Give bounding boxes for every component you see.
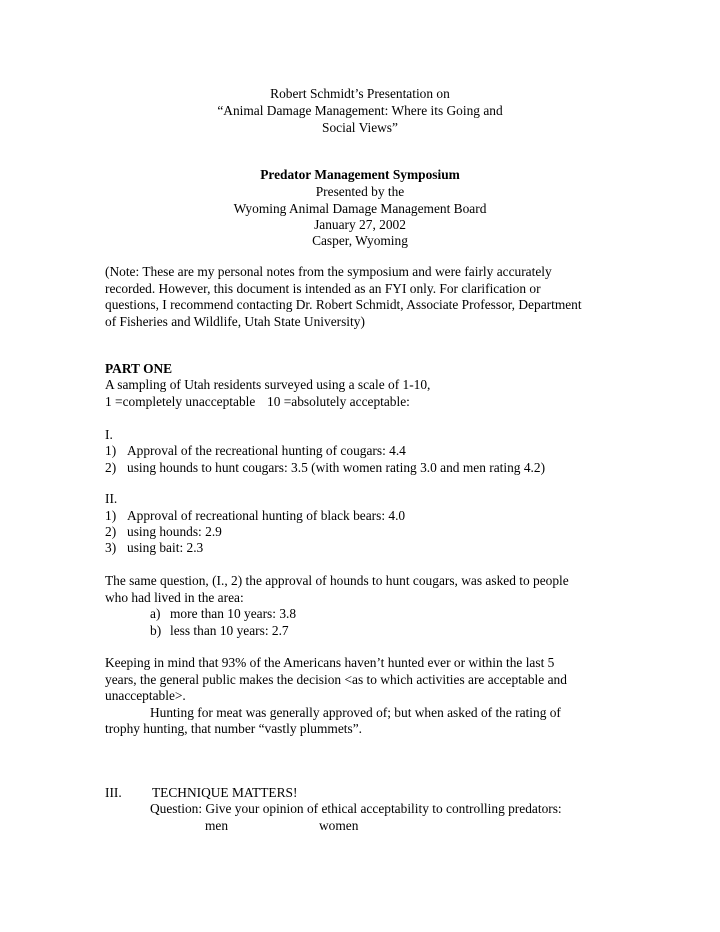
list-item <box>105 508 405 525</box>
list-item-number: 2) <box>105 460 117 475</box>
keeping-line-2: years, the general public makes the decision <as to which activities are acceptable and <box>105 672 567 687</box>
note-line-1: (Note: These are my personal notes from the symposium and were fairly accurately <box>105 264 552 279</box>
section-3-question: Question: Give your opinion of ethical acceptability to controlling predators: <box>150 801 562 816</box>
list-item-number: 3) <box>105 540 117 555</box>
presentation-title-line-1: Robert Schmidt’s Presentation on <box>270 86 450 101</box>
list-item <box>150 623 289 640</box>
list-item <box>105 540 203 557</box>
section-1-label: I. <box>105 427 113 442</box>
list-item-text: Approval of the recreational hunting of cougars: 4.4 <box>127 443 406 458</box>
list-item-text: using hounds: 2.9 <box>127 524 222 539</box>
symposium-board: Wyoming Animal Damage Management Board <box>233 201 487 216</box>
list-item <box>105 524 222 541</box>
keeping-line-5: trophy hunting, that number “vastly plummets”. <box>105 721 362 736</box>
symposium-date: January 27, 2002 <box>314 217 406 232</box>
list-item <box>105 443 406 460</box>
same-question-line-2: who had lived in the area: <box>105 590 244 605</box>
note-line-3: questions, I recommend contacting Dr. Robert Schmidt, Associate Professor, Department <box>105 297 582 312</box>
symposium-title: Predator Management Symposium <box>260 167 460 182</box>
column-header-women: women <box>319 818 359 833</box>
section-3-label: III. <box>105 785 122 800</box>
section-2-label: II. <box>105 491 118 506</box>
list-item-letter: a) <box>150 606 161 621</box>
list-item <box>105 460 545 477</box>
list-item-text: Approval of recreational hunting of black bears: 4.0 <box>127 508 406 523</box>
keeping-line-1: Keeping in mind that 93% of the Americans haven’t hunted ever or within the last 5 <box>105 655 555 670</box>
list-item-number: 2) <box>105 524 117 539</box>
list-item-text: more than 10 years: 3.8 <box>170 606 297 621</box>
part-one-heading: PART ONE <box>105 361 173 376</box>
symposium-location: Casper, Wyoming <box>312 233 408 248</box>
list-item-text: using bait: 2.3 <box>127 540 204 555</box>
note-line-4: of Fisheries and Wildlife, Utah State University) <box>105 314 365 329</box>
list-item-letter: b) <box>150 623 162 638</box>
list-item <box>150 606 296 623</box>
presentation-title-line-2: “Animal Damage Management: Where its Going and <box>217 103 503 118</box>
scale-low: 1 =completely unacceptable <box>105 394 256 409</box>
column-header-men: men <box>205 818 229 833</box>
keeping-line-4: Hunting for meat was generally approved of; but when asked of the rating of <box>150 705 561 720</box>
symposium-presented-by: Presented by the <box>315 184 405 199</box>
list-item-number: 1) <box>105 508 117 523</box>
list-item-text: using hounds to hunt cougars: 3.5 (with women rating 3.0 and men rating 4.2) <box>127 460 546 475</box>
list-item-number: 1) <box>105 443 117 458</box>
presentation-title-line-3: Social Views” <box>322 120 398 135</box>
note-line-2: recorded. However, this document is intended as an FYI only. For clarification or <box>105 281 541 296</box>
scale-high: 10 =absolutely acceptable: <box>267 394 410 409</box>
section-3-title: TECHNIQUE MATTERS! <box>152 785 298 800</box>
part-one-intro: A sampling of Utah residents surveyed using a scale of 1-10, <box>105 377 431 392</box>
same-question-line-1: The same question, (I., 2) the approval of hounds to hunt cougars, was asked to people <box>105 573 569 588</box>
keeping-line-3: unacceptable>. <box>105 688 186 703</box>
list-item-text: less than 10 years: 2.7 <box>170 623 289 638</box>
